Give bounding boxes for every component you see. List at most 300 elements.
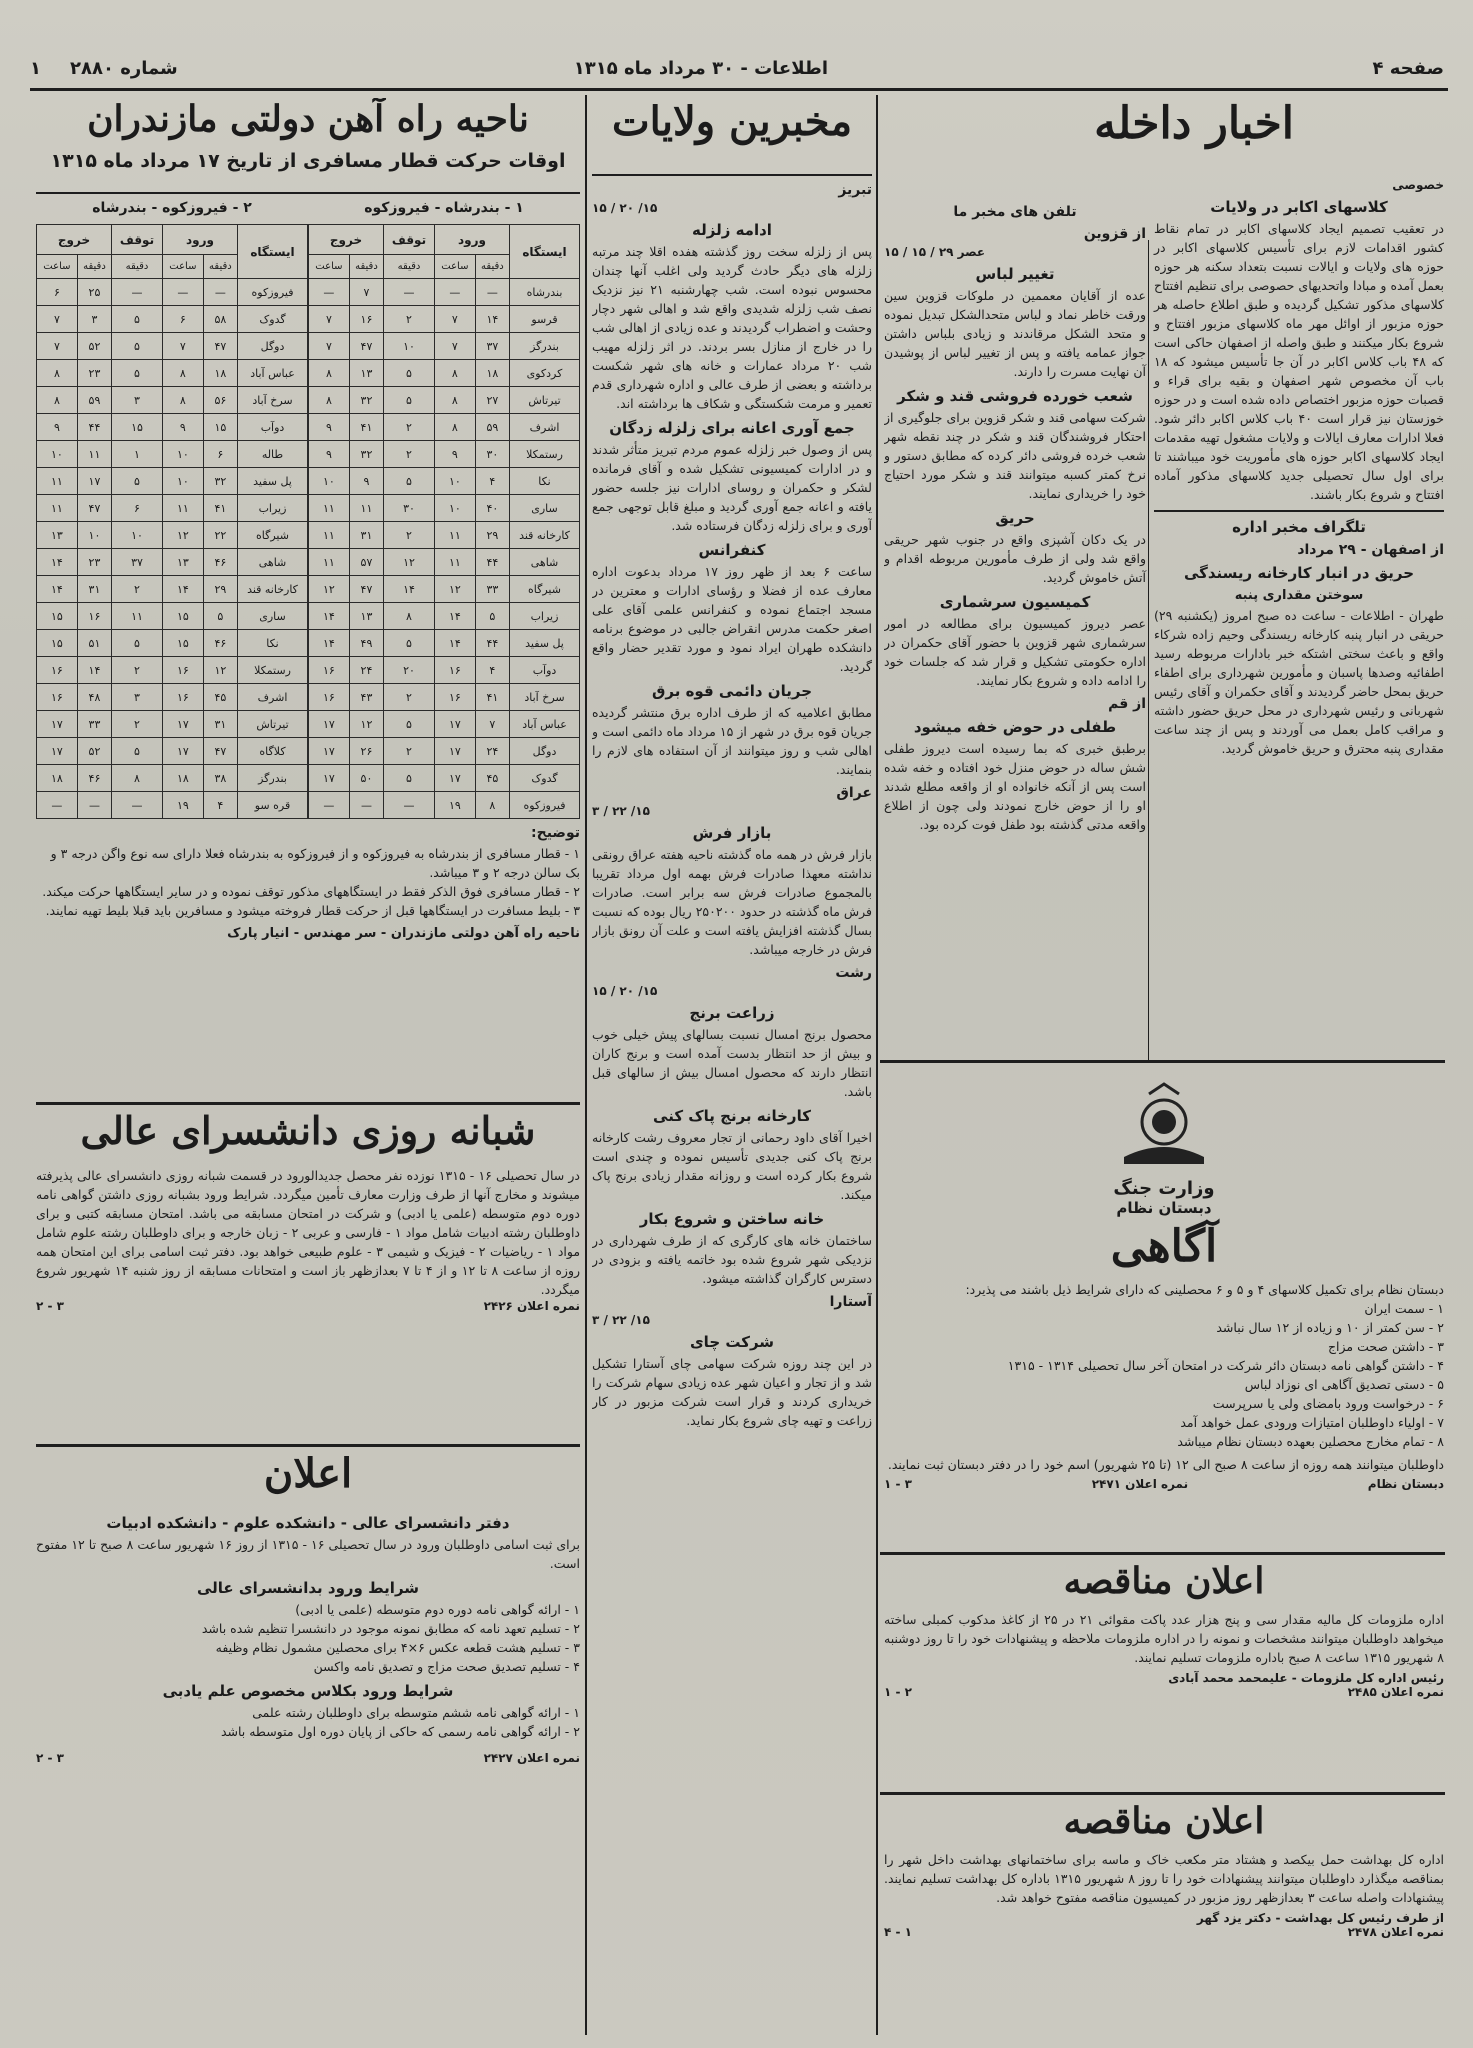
- p-s4-title: کمیسیون سرشماری: [939, 593, 1091, 611]
- time-cell: ۳: [112, 684, 163, 711]
- time-cell: ۱۴: [434, 603, 475, 630]
- time-cell: ۱۲: [434, 576, 475, 603]
- iraq-date: ۱۵/ ۲۲ / ۳: [592, 804, 650, 818]
- provincial-news-title: مخبرین ولایات: [612, 98, 852, 145]
- time-cell: ۴۷: [203, 738, 237, 765]
- table-row: [309, 630, 580, 657]
- time-cell: ۴۸: [77, 684, 111, 711]
- table-row: [37, 549, 308, 576]
- time-cell: ۴۴: [77, 414, 111, 441]
- time-cell: ۵: [475, 603, 509, 630]
- list-item: ۶ - درخواست ورود بامضای ولی یا سرپرست: [1212, 1396, 1444, 1411]
- time-cell: ۱۱: [309, 495, 350, 522]
- p-s5-title: طفلی در حوض خفه میشود: [913, 718, 1117, 736]
- time-cell: ۱۷: [309, 711, 350, 738]
- time-cell: ۳: [77, 306, 111, 333]
- list-item: ۴ - تسلیم تصدیق صحت مزاج و تصدیق نامه واکسن: [313, 1659, 580, 1674]
- table-row: [309, 468, 580, 495]
- time-cell: ۱۰: [37, 441, 78, 468]
- m-s1-title: ادامه زلزله: [692, 221, 772, 239]
- table-row: [309, 306, 580, 333]
- time-cell: ۱۰: [112, 522, 163, 549]
- station-cell: قرسو: [510, 306, 580, 333]
- table-row: [37, 387, 308, 414]
- time-cell: —: [384, 792, 435, 819]
- m-s3-title: کنفرانس: [698, 541, 766, 559]
- time-cell: ۷: [349, 279, 383, 306]
- list-item: ۲ - ارائه گواهی نامه رسمی که حاکی از پایان دوره اول متوسطه باشد: [220, 1724, 580, 1739]
- page-label: صفحه ۴: [1372, 58, 1444, 79]
- time-cell: ۱۷: [309, 738, 350, 765]
- station-cell: عباس آباد: [238, 360, 308, 387]
- time-cell: ۷: [162, 333, 203, 360]
- time-cell: ۱۰: [384, 333, 435, 360]
- th-hour: ساعت: [162, 255, 203, 279]
- time-cell: ۱۷: [434, 765, 475, 792]
- m-s9-title: شرکت چای: [689, 1333, 775, 1351]
- table-row: [37, 360, 308, 387]
- time-cell: ۳۲: [349, 441, 383, 468]
- time-cell: ۵: [112, 630, 163, 657]
- time-cell: ۴: [475, 468, 509, 495]
- time-cell: ۲: [384, 684, 435, 711]
- table-row: [37, 441, 308, 468]
- time-cell: ۱۹: [434, 792, 475, 819]
- time-cell: ۱۴: [77, 657, 111, 684]
- time-cell: ۴: [475, 657, 509, 684]
- station-cell: تیرتاش: [238, 711, 308, 738]
- time-cell: ۵: [384, 468, 435, 495]
- time-cell: ۱۶: [309, 684, 350, 711]
- time-cell: ۹: [162, 414, 203, 441]
- time-cell: ۱۰: [434, 495, 475, 522]
- tender2-body: اداره کل بهداشت حمل بیکصد و هشتاد متر مکعب خاک و ماسه برای ساختمانهای بهداشت داخل شهر را بمناقصه میگذارد داوطلبان میتوانند پیشنهادات خود را تا روز ۸ شهریور ۱۳۱۵ باداره کل بهداشت تسلیم نمایند. پیشنهادات واصله ساعت ۳ بعدازظهر روز مزبور در کمیسیون مناقصه مفتوح خواهد شد.: [884, 1852, 1444, 1905]
- s2-title: حریق در انبار کارخانه ریسندگی: [1183, 564, 1415, 582]
- p-s4-body: عصر دیروز کمیسیون برای مطالعه در امور سرشماری شهر قزوین با حضور آقای حکمران در اداره حکومتی تشکیل و قرار شد که جلسات خود را ادامه داده و شروع بکار نمایند.: [884, 616, 1146, 688]
- table-row: [37, 333, 308, 360]
- ad-body1: برای ثبت اسامی داوطلبان ورود در سال تحصیلی ۱۶ - ۱۳۱۵ از روز ۱۶ شهریور ساعت ۸ صبح تا ۱۲ مفتوح است.: [36, 1537, 580, 1571]
- time-cell: ۴۷: [77, 495, 111, 522]
- time-cell: ۸: [309, 360, 350, 387]
- school-name: دبستان نظام: [1116, 1199, 1212, 1217]
- th-minute: دقیقه: [349, 255, 383, 279]
- time-cell: ۴۶: [77, 765, 111, 792]
- station-cell: دوگل: [238, 333, 308, 360]
- time-cell: ۱۱: [112, 603, 163, 630]
- time-cell: ۵: [384, 387, 435, 414]
- time-cell: ۱۶: [37, 657, 78, 684]
- station-cell: پل سفید: [510, 630, 580, 657]
- table-row: [309, 441, 580, 468]
- time-cell: ۲۹: [475, 522, 509, 549]
- time-cell: ۲۹: [203, 576, 237, 603]
- time-cell: ۴۷: [349, 576, 383, 603]
- time-cell: ۹: [309, 441, 350, 468]
- time-cell: ۵۶: [203, 387, 237, 414]
- time-cell: ۵۱: [77, 630, 111, 657]
- time-cell: ۵۸: [203, 306, 237, 333]
- time-cell: ۲: [384, 738, 435, 765]
- time-cell: —: [77, 792, 111, 819]
- time-cell: ۱۶: [309, 657, 350, 684]
- station-cell: زیراب: [510, 603, 580, 630]
- time-cell: ۱۰: [309, 468, 350, 495]
- time-cell: ۵۰: [349, 765, 383, 792]
- table-row: [37, 279, 308, 306]
- station-cell: گدوک: [238, 306, 308, 333]
- corner-number: ۱: [30, 58, 41, 79]
- list-item: ۱ - ارائه گواهی نامه ششم متوسطه برای داوطلبان رشته علمی: [252, 1705, 580, 1720]
- table-row: [309, 549, 580, 576]
- time-cell: ۵۹: [77, 387, 111, 414]
- railway-timetable: [36, 98, 580, 1098]
- time-cell: —: [309, 792, 350, 819]
- time-cell: ۹: [349, 468, 383, 495]
- time-cell: —: [309, 279, 350, 306]
- station-cell: اشرف: [238, 684, 308, 711]
- table-row: [37, 738, 308, 765]
- time-cell: ۴۵: [475, 765, 509, 792]
- table-row: [309, 414, 580, 441]
- time-cell: ۵: [384, 765, 435, 792]
- time-cell: ۱۵: [162, 603, 203, 630]
- time-cell: ۵۲: [77, 333, 111, 360]
- time-cell: ۱۵: [203, 414, 237, 441]
- isfahan-dateline: از اصفهان - ۲۹ مرداد: [1297, 542, 1444, 558]
- station-cell: پل سفید: [238, 468, 308, 495]
- station-cell: دوآب: [510, 657, 580, 684]
- station-cell: بندرشاه: [510, 279, 580, 306]
- table-row: [37, 468, 308, 495]
- time-cell: ۱۴: [475, 306, 509, 333]
- m-s3-body: ساعت ۶ بعد از ظهر روز ۱۷ مرداد بدعوت اداره معارف عده از فضلا و رؤسای ادارات و معترین در مسجد اجتماع نموده و کنفرانس علمی آقای علی اصغر حکمت مدرس انقراض جالبی در موضوع برنامه دانشکده طهران ایراد نمود و مورد تقدیر حضار واقع گردید.: [592, 564, 872, 674]
- th-arrival: ورود: [162, 225, 237, 255]
- tender2-title: اعلان مناقصه: [1063, 1800, 1265, 1842]
- time-cell: ۱۷: [162, 711, 203, 738]
- table-row: [37, 711, 308, 738]
- table-row: [309, 387, 580, 414]
- time-cell: ۳۱: [349, 522, 383, 549]
- table-row: [309, 603, 580, 630]
- time-cell: ۵۹: [475, 414, 509, 441]
- time-cell: ۴۶: [203, 630, 237, 657]
- railway-signature: ناحیه راه آهن دولتی مازندران - سر مهندس - انیار پارک: [227, 926, 580, 941]
- time-cell: ۱۰: [434, 468, 475, 495]
- time-cell: ۸: [162, 387, 203, 414]
- time-cell: ۲: [384, 441, 435, 468]
- ad-footer: نمره اعلان ۲۴۲۷: [483, 1751, 580, 1765]
- tender1-num: نمره اعلان ۲۴۸۵: [1347, 1685, 1444, 1699]
- table-row: [37, 414, 308, 441]
- p-s3-title: حریق: [995, 509, 1035, 527]
- table-row: [37, 630, 308, 657]
- time-cell: ۲: [384, 306, 435, 333]
- timetable-notes: [36, 825, 580, 941]
- time-cell: ۸: [37, 387, 78, 414]
- table-row: [309, 792, 580, 819]
- station-cell: شیرگاه: [510, 576, 580, 603]
- time-cell: —: [162, 279, 203, 306]
- time-cell: ۳۷: [112, 549, 163, 576]
- notes-title: توضیح:: [531, 825, 580, 841]
- night-footer: نمره اعلان ۲۴۲۶: [483, 1299, 580, 1313]
- th-minute: دقیقه: [77, 255, 111, 279]
- column-divider-right: [876, 95, 878, 2035]
- time-cell: ۱۵: [37, 603, 78, 630]
- rule-before-tender1: [880, 1552, 1445, 1555]
- tender1-body: اداره ملزومات کل مالیه مقدار سی و پنج هزار عدد پاکت مقوائی ۲۱ در ۲۵ از کاغذ مدکوب کمبلی ساخته میخواهد داوطلبان میتوانند مشخصات و نمونه را در اداره ملزومات ملاحظه و پیشنهادات خود را تا روز دوشنبه ۸ شهریور ۱۳۱۵ ساعت ۸ صبح باداره ملزومات تسلیم نمایند.: [884, 1612, 1444, 1665]
- time-cell: ۱۷: [77, 468, 111, 495]
- right-subcolumn: [1154, 178, 1444, 758]
- th-minute: دقیقه: [203, 255, 237, 279]
- rule-before-night: [36, 1102, 580, 1105]
- time-cell: ۱۷: [162, 738, 203, 765]
- station-cell: قره سو: [238, 792, 308, 819]
- table-row: [309, 333, 580, 360]
- time-cell: ۱۱: [309, 522, 350, 549]
- time-cell: ۳: [112, 387, 163, 414]
- tender-ad-2: [884, 1800, 1444, 2030]
- time-cell: ۱۶: [349, 306, 383, 333]
- table-row: [309, 684, 580, 711]
- time-cell: ۵: [384, 630, 435, 657]
- time-cell: ۱۱: [37, 495, 78, 522]
- time-cell: ۱۰: [77, 522, 111, 549]
- table-row: [309, 765, 580, 792]
- p-s1-title: تغییر لباس: [975, 265, 1055, 283]
- station-cell: عباس آباد: [510, 711, 580, 738]
- time-cell: ۳۷: [475, 333, 509, 360]
- left-subcolumn: [884, 198, 1146, 834]
- time-cell: ۲۴: [475, 738, 509, 765]
- th-minute: دقیقه: [475, 255, 509, 279]
- telegraph-title: تلگراف مخبر اداره: [1232, 518, 1366, 536]
- tender1-pages: ۲ - ۱: [884, 1685, 912, 1699]
- domestic-news-title: اخبار داخله: [1094, 98, 1294, 149]
- time-cell: ۱۴: [37, 549, 78, 576]
- time-cell: ۴۴: [475, 630, 509, 657]
- ad-sub3: شرایط ورود بکلاس مخصوص علم یادبی: [162, 1682, 454, 1700]
- astara-dateline: آستارا: [829, 1294, 872, 1310]
- night-footer-row: [36, 1299, 580, 1313]
- time-cell: —: [112, 279, 163, 306]
- station-cell: رستمکلا: [510, 441, 580, 468]
- ad-sub2: شرایط ورود بدانشسرای عالی: [196, 1579, 420, 1597]
- m-s9-body: در این چند روزه شرکت سهامی چای آستارا تشکیل شد و از تجار و اعیان شهر عده زیادی سهام شرکت را خریداری کردند و قرار است شرکت مزبور در کار زراعت و تهیه چای شروع بکار نماید.: [592, 1356, 872, 1428]
- tender2-num-row: [884, 1925, 1444, 1939]
- note-3: ۳ - بلیط مسافرت در ایستگاهها قبل از حرکت قطار فروخته میشود و مسافرین باید قبلا بلیط تهیه نمایند.: [45, 903, 580, 918]
- time-cell: ۲۶: [349, 738, 383, 765]
- ministry-name: وزارت جنگ: [1113, 1178, 1215, 1199]
- ad-sub1: دفتر دانشسرای عالی - دانشکده علوم - دانشکده ادبیات: [106, 1514, 510, 1532]
- time-cell: ۵: [112, 360, 163, 387]
- time-cell: ۴۳: [349, 684, 383, 711]
- domestic-news: [884, 98, 1444, 1098]
- m-s2-body: پس از وصول خبر زلزله عموم مردم تبریز متأثر شدند و در ادارات کمیسیونی تشکیل شده و آقای فرمانده لشکر و حکمران و روسای ادارات نیز جلسه حضور یافته و اعانه جمع آوری گردید و مبلغ قابل توجهی جمع آوری و برای زلزله زدگان فرستاده شد.: [592, 442, 872, 533]
- time-cell: ۶: [112, 495, 163, 522]
- time-cell: ۸: [384, 603, 435, 630]
- separator: [592, 174, 872, 176]
- time-cell: ۲۳: [77, 360, 111, 387]
- qazvin-dateline: عصر ۲۹ / ۱۵ / ۱۵: [884, 245, 986, 259]
- time-cell: ۵۲: [77, 738, 111, 765]
- tender2-num: نمره اعلان ۲۴۷۸: [1347, 1925, 1444, 1939]
- time-cell: ۱۰: [162, 468, 203, 495]
- night-school-ad: [36, 1108, 580, 1438]
- time-cell: ۱۶: [77, 603, 111, 630]
- list-item: ۱ - ارائه گواهی نامه دوره دوم متوسطه (علمی یا ادبی): [295, 1602, 580, 1617]
- time-cell: ۸: [475, 792, 509, 819]
- issue-date: اطلاعات - ۳۰ مرداد ماه ۱۳۱۵: [573, 58, 828, 79]
- railway-subtitle: اوقات حرکت قطار مسافری از تاریخ ۱۷ مرداد ماه ۱۳۱۵: [50, 150, 566, 172]
- time-cell: ۲: [112, 711, 163, 738]
- table-row: [309, 738, 580, 765]
- time-cell: ۱۶: [434, 657, 475, 684]
- time-cell: ۱: [112, 441, 163, 468]
- iraq-dateline: عراق: [836, 785, 872, 801]
- time-cell: ۱۱: [162, 495, 203, 522]
- time-cell: ۷: [309, 333, 350, 360]
- time-cell: ۱۷: [434, 738, 475, 765]
- time-cell: ۱۲: [162, 522, 203, 549]
- astara-date: ۱۵/ ۲۲ / ۳: [592, 1313, 650, 1327]
- time-cell: ۵: [112, 333, 163, 360]
- list-item: ۲ - سن کمتر از ۱۰ و زیاده از ۱۲ سال نباشد: [1216, 1320, 1444, 1335]
- m-s2-title: جمع آوری اعانه برای زلزله زدگان: [609, 419, 855, 437]
- m-s5-title: بازار فرش: [692, 824, 772, 842]
- table-row: [309, 495, 580, 522]
- time-cell: ۸: [37, 360, 78, 387]
- time-cell: ۵: [384, 360, 435, 387]
- station-cell: ساری: [510, 495, 580, 522]
- s2-body: طهران - اطلاعات - ساعت ده صبح امروز (یکشنبه ۲۹) حریقی در انبار پنبه کارخانه ریسندگی وحیم زاده شرکاء واقع و باعث سختی اشتکه خبر بادارات مربوطه رسید اطفائیه وصدها پاسبان و مأمورین شهرداری برای اطفاء حریق بمحل حاضر گردیدند و آقای حکمران و آقای رئیس شهربانی و رئیس شهرداری در محل حریق حضور داشته و مراقب کامل بعمل می آوردند و پس از چند ساعت مقداری پنبه محترق و حریق خاموش گردید.: [1154, 608, 1444, 756]
- station-cell: کردکوی: [510, 360, 580, 387]
- ad-footer-row: [36, 1751, 580, 1765]
- issue-number: شماره ۲۸۸۰: [70, 58, 178, 79]
- time-cell: ۱۱: [37, 468, 78, 495]
- railway-title: ناحیه راه آهن دولتی مازندران: [87, 98, 529, 140]
- ad-title: اعلان: [263, 1450, 353, 1497]
- timetable-route-1: [308, 224, 580, 819]
- table-row: [37, 603, 308, 630]
- time-cell: —: [203, 279, 237, 306]
- provincial-news: [592, 98, 872, 2033]
- time-cell: ۱۰: [162, 441, 203, 468]
- s1-body: در تعقیب تصمیم ایجاد کلاسهای اکابر در تمام نقاط کشور اقدامات لازم برای تأسیس کلاسهای اکابر در حوزه های ولایات و ایالات نسبت بتعداد سکنه هر حوزه بعمل آمده و مبادا واتحدیهای حصوصی برای تنظیم افتتاح کلاسهای مذکور تشکیل گردیده و طبق اطلاع حاصله هر حوزه مزبور از اوائل مهر ماه کلاسهای مزبور افتتاح و شروع بکار میکنند و طبق واصله از اصفهان حاکی است که ۴۸ باب کلاس اکابر در آن جا تأسیس میشود که ۱۸ باب آن مخصوص شهر اصفهان و بقیه برای قراء و قصبات حوزه مزبور اختصاص داده شده است و در حوزه خوزستان نیز قرار است ۴۰ باب کلاس اکابر دائر شود. فعلا ادارات معارف ایالات و ولایات مشغول تهیه مقدمات ایجاد کلاسهای اکابر حوزه های مأموریت خود میباشند تا برای اول سال تحصیلی جدید کلاسهای مذکور آماده افتتاح و شروع بکار باشند.: [1154, 221, 1444, 502]
- tender1-sign: رئیس اداره کل ملزومات - علیمحمد محمد آبادی: [1168, 1671, 1444, 1685]
- time-cell: ۳۲: [203, 468, 237, 495]
- station-cell: گدوک: [510, 765, 580, 792]
- time-cell: ۱۷: [309, 765, 350, 792]
- time-cell: —: [384, 279, 435, 306]
- list-item: ۳ - تسلیم هشت قطعه عکس ۶×۴ برای محصلین مشمول نظام وظیفه: [215, 1640, 580, 1655]
- station-cell: کارخانه قند: [510, 522, 580, 549]
- time-cell: ۱۷: [37, 711, 78, 738]
- list-item: ۷ - اولیاء داوطلبان امتیازات ورودی عمل خواهد آمد: [1180, 1415, 1444, 1430]
- separator: [1154, 510, 1444, 512]
- th-hour: ساعت: [309, 255, 350, 279]
- p-s2-body: شرکت سهامی قند و شکر قزوین برای جلوگیری از احتکار فروشندگان قند و شکر در چند نقطه شهر شعب خرده فروشی دائر کرده که مطابق دستور و نرخ کمتر کسبه میتوانند قند و شکر مورد احتیاج خود را خریداری نمایند.: [884, 410, 1146, 501]
- time-cell: ۱۱: [77, 441, 111, 468]
- station-cell: فیروزکوه: [510, 792, 580, 819]
- station-cell: زیراب: [238, 495, 308, 522]
- table-row: [37, 684, 308, 711]
- timetable-tables: [36, 224, 580, 819]
- table-row: [37, 495, 308, 522]
- time-cell: ۲۳: [77, 549, 111, 576]
- time-cell: ۳۰: [384, 495, 435, 522]
- time-cell: ۲۷: [475, 387, 509, 414]
- time-cell: ۱۸: [162, 765, 203, 792]
- m-s7-body: اخیرا آقای داود رحمانی از تجار معروف رشت کارخانه برنج پاک کنی جدیدی تأسیس نموده و چندی است شروع بکار کرده است و روزانه مقدار زیادی برنج پاک میکند.: [592, 1130, 872, 1202]
- station-cell: شیرگاه: [238, 522, 308, 549]
- time-cell: ۷: [434, 306, 475, 333]
- timetable-route-2: [36, 224, 308, 819]
- night-body: در سال تحصیلی ۱۶ - ۱۳۱۵ نوزده نفر محصل جدیدالورود در قسمت شبانه روزی دانشسرای عالی پذیرفته میشوند و مخارج آنها از طرف وزارت معارف تأمین میگردد. شرایط ورود بشبانه روزی داشتن گواهی نامه دوره دوم متوسطه (علمی یا ادبی) و شرکت در امتحان مسابقه می باشد. امتحان مسابقه کتبی و برای داوطلبان رشته ادبیات شامل مواد ۱ - فارسی و عربی ۲ - زبان خارجه و برای داوطلبان رشته علوم شامل مواد ۱ - ریاضیات ۲ - فیزیک و شیمی ۳ - علوم طبیعی خواهد بود. دفتر ثبت اسامی برای این امتحان همه روزه از ساعت ۸ تا ۱۲ و از ۴ تا ۷ بعدازظهر باز است و امتحانات مسابقه از روز شنبه ۱۴ شهریور شروع میگردد.: [36, 1168, 580, 1297]
- time-cell: ۱۳: [349, 360, 383, 387]
- th-stop: توقف: [112, 225, 163, 255]
- time-cell: ۳۳: [77, 711, 111, 738]
- time-cell: ۱۷: [434, 711, 475, 738]
- rule-before-ad: [880, 1060, 1445, 1063]
- from-qazvin: از قزوین: [1083, 226, 1146, 242]
- time-cell: ۴۱: [349, 414, 383, 441]
- m-s7-title: کارخانه برنج پاک کنی: [653, 1107, 811, 1125]
- note-2: ۲ - قطار مسافری فوق الذکر فقط در ایستگاههای مذکور توقف نموده و در سایر ایستگاهها حرکت میکند.: [42, 884, 580, 899]
- m-s8-body: ساختمان خانه های کارگری که از طرف شهرداری در نزدیکی شهر شروع شده بود خاتمه یافته و بزودی در دسترس کارگران گذاشته میشود.: [592, 1233, 872, 1286]
- time-cell: ۳۳: [475, 576, 509, 603]
- list-item: ۲ - تسلیم تعهد نامه که مطابق نمونه موجود در دانشسرا تنظیم شده باشد: [201, 1621, 580, 1636]
- time-cell: ۱۸: [475, 360, 509, 387]
- time-cell: ۵: [112, 738, 163, 765]
- tender1-title: اعلان مناقصه: [1063, 1560, 1265, 1602]
- m-s8-title: خانه ساختن و شروع بکار: [639, 1210, 825, 1228]
- time-cell: ۱۴: [37, 576, 78, 603]
- time-cell: ۳۱: [77, 576, 111, 603]
- from-qom: از قم: [1108, 696, 1146, 712]
- station-cell: ساری: [238, 603, 308, 630]
- time-cell: ۲: [112, 657, 163, 684]
- time-cell: ۲۵: [77, 279, 111, 306]
- time-cell: ۷: [434, 333, 475, 360]
- time-cell: ۵: [384, 711, 435, 738]
- table-row: [37, 576, 308, 603]
- time-cell: ۵: [112, 306, 163, 333]
- time-cell: ۴۷: [203, 333, 237, 360]
- time-cell: ۱۲: [349, 711, 383, 738]
- time-cell: ۹: [37, 414, 78, 441]
- time-cell: ۷: [309, 306, 350, 333]
- agahi-sign-row: [884, 1477, 1444, 1491]
- time-cell: —: [349, 792, 383, 819]
- p-s1-body: عده از آقایان معممین در ملوکات قزوین سین ورقت خاطر نماد و لباس متحدالشکل تبدیل نموده و متحد الشکل مرقاندند و زیادی بلباس داشتن جواز عمامه یافته و پس از تغییر لباس از پوشیدن آن نهایت مسرت را دارند.: [884, 288, 1146, 379]
- route-1-label: ۱ - بندرشاه - فیروزکوه: [364, 200, 524, 216]
- rule-before-tender2: [880, 1792, 1445, 1795]
- list-item: ۳ - داشتن صحت مزاج: [1327, 1339, 1444, 1354]
- war-ministry-ad: [884, 1070, 1444, 1550]
- time-cell: —: [112, 792, 163, 819]
- time-cell: ۱۴: [162, 576, 203, 603]
- time-cell: ۱۸: [203, 360, 237, 387]
- table-row: [37, 792, 308, 819]
- time-cell: ۱۶: [162, 684, 203, 711]
- table-row: [309, 522, 580, 549]
- night-pages: ۳ - ۲: [36, 1299, 64, 1313]
- table-row: [309, 657, 580, 684]
- time-cell: ۱۵: [162, 630, 203, 657]
- time-cell: ۴۱: [203, 495, 237, 522]
- p-s3-body: در یک دکان آشپزی واقع در جنوب شهر حریقی واقع شد ولی از طرف مأمورین مربوطه اقدام و آتش خاموش گردید.: [884, 532, 1146, 585]
